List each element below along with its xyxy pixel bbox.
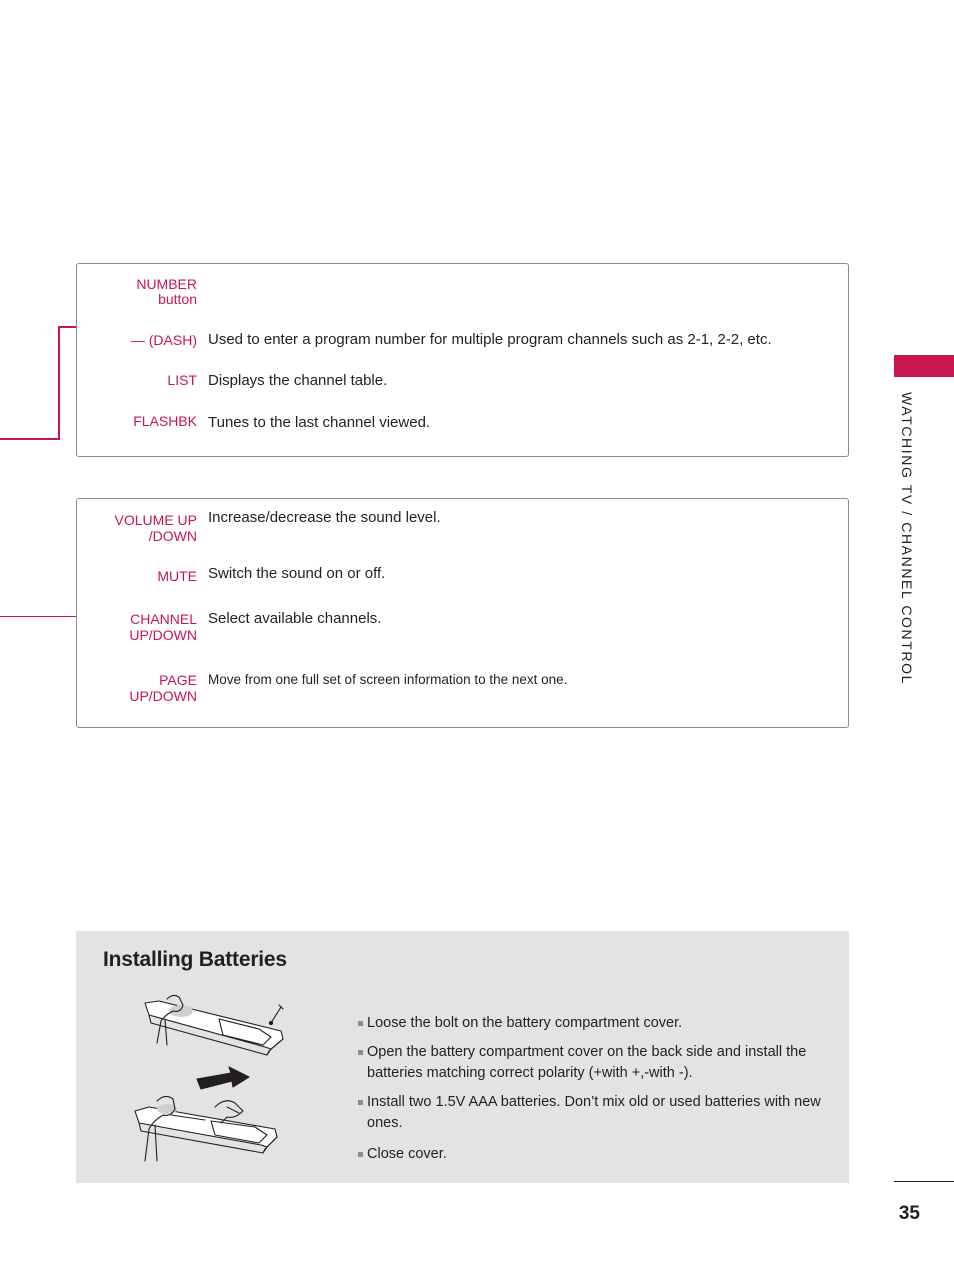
key-label-line1: VOLUME UP [114, 512, 197, 528]
key-label [115, 512, 197, 544]
key-label: LIST [167, 372, 197, 388]
key-label: — (DASH) [130, 332, 197, 348]
battery-step: Install two 1.5V AAA batteries. Don’t mix old or used batteries with new ones. [358, 1092, 828, 1134]
key-label-line1: CHANNEL [130, 611, 197, 627]
key-description: Select available channels. [208, 610, 382, 627]
key-label-line1: PAGE [159, 672, 197, 688]
key-description: Increase/decrease the sound level. [208, 509, 441, 526]
key-label-line2: UP/DOWN [129, 627, 197, 643]
connector-line-vertical [58, 326, 60, 440]
battery-step: Open the battery compartment cover on the back side and install the batteries matching correct polarity (+with +,-with -). [358, 1042, 828, 1084]
key-description: Switch the sound on or off. [208, 565, 386, 582]
battery-steps-list [358, 1013, 828, 1165]
key-label: FLASHBK [133, 413, 197, 429]
battery-step: Close cover. [358, 1144, 828, 1165]
connector-line-bottom [0, 438, 60, 440]
key-label [129, 611, 197, 643]
channel-keys-box [76, 263, 849, 457]
volume-keys-box [76, 498, 849, 728]
key-description: Displays the channel table. [208, 372, 388, 389]
connector-line-middle [0, 616, 77, 617]
remote-open-cover-icon [135, 1096, 277, 1161]
key-description: Used to enter a program number for multiple program channels such as 2-1, 2-2, etc. [208, 331, 772, 348]
connector-line-top [58, 326, 77, 328]
key-label-line2: button [158, 291, 197, 307]
key-label [129, 672, 197, 704]
page-number-rule [894, 1181, 954, 1182]
battery-step: Loose the bolt on the battery compartment cover. [358, 1013, 828, 1034]
key-description: Tunes to the last channel viewed. [208, 414, 431, 431]
installing-batteries-panel [76, 931, 849, 1183]
key-label [136, 276, 197, 306]
key-label: MUTE [157, 568, 197, 584]
key-label-line2: UP/DOWN [129, 688, 197, 704]
section-tab-marker [894, 355, 954, 377]
key-description: Move from one full set of screen information to the next one. [208, 672, 568, 687]
key-label-line2: /DOWN [148, 528, 197, 544]
remote-battery-illustration [131, 993, 291, 1163]
slide-arrow-icon [197, 1067, 249, 1089]
key-label-line1: NUMBER [136, 276, 197, 292]
section-label-text: WATCHING TV / CHANNEL CONTROL [899, 392, 915, 685]
batteries-title: Installing Batteries [103, 948, 287, 971]
section-label [893, 392, 917, 712]
remote-back-icon [145, 995, 283, 1055]
page-number: 35 [898, 1203, 920, 1224]
